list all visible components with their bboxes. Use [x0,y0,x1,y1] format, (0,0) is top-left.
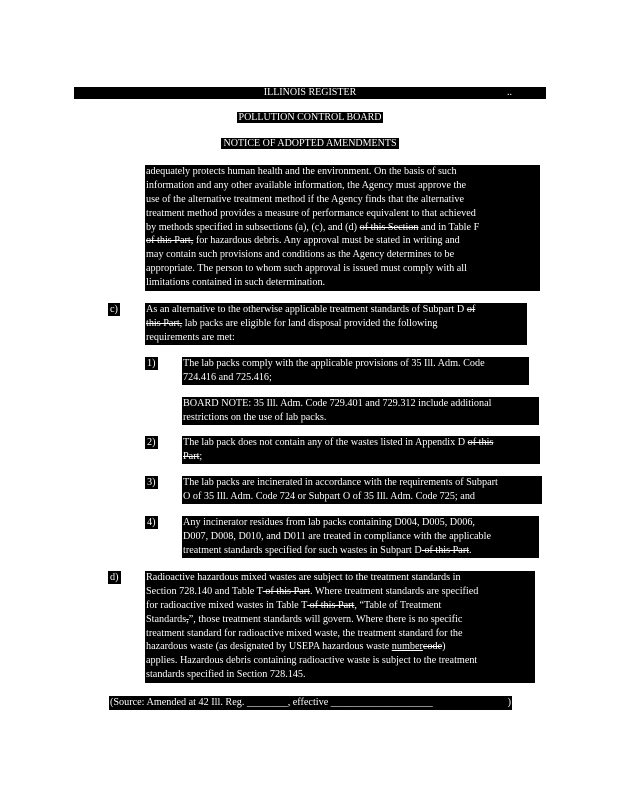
sub-2-text [182,436,540,464]
sub-3-text [182,476,542,504]
sub-3-marker: 3) [147,477,156,488]
blank-field: ________ [246,697,288,708]
board-header [74,112,546,124]
paragraph-line: Radioactive hazardous mixed wastes are subject to the treatment standards in [146,572,461,583]
paragraph-line: appropriate. The person to whom such approval is issued must comply with all [146,263,467,275]
paragraph-line: use of the alternative treatment method if the Agency finds that the alternative [146,193,464,205]
sub-1-text [182,357,529,385]
paragraph-line: standards specified in Section 728.145. [146,669,306,681]
paragraph-line: restrictions on the use of lab packs. [183,411,327,423]
paragraph-line: treatment method provides a measure of performance equivalent to that achieved [146,207,476,219]
struck-text: of [466,304,476,315]
struck-text: of this Part, [146,235,194,247]
paragraph-line: this Part, lab packs are eligible for land disposal provided the following [146,317,438,329]
item-c-text [145,303,527,345]
sub-4-text [182,516,539,558]
register-title: ILLINOIS REGISTER [263,87,357,98]
paragraph-line: hazardous waste (as designated by USEPA hazardous waste numbercode) [146,641,446,653]
item-c-marker: c) [110,304,118,315]
paragraph-line: The lab packs are incinerated in accordance with the requirements of Subpart [183,477,498,488]
struck-text: Part [183,450,200,462]
paragraph-line: by methods specified in subsections (a), (c), and (d) of this Section and in Table F [146,221,480,233]
page-mark: .. [507,87,512,98]
paragraph-line: may contain such provisions and conditions as the Agency determines to be [146,249,455,261]
struck-text: of this Part [421,544,470,556]
paragraph-line: The lab pack does not contain any of the wastes listed in Appendix D of this [183,437,494,448]
source-note: (Source: Amended at 42 Ill. Reg. ________, effective ____________________ ) [110,697,511,708]
struck-text: of this Part [262,585,310,597]
board-note [182,397,539,425]
paragraph-line: for radioactive mixed wastes in Table T of this Part, “Table of Treatment [146,599,442,611]
notice-header [74,138,546,150]
struck-text: , [186,613,189,625]
paragraph-line: BOARD NOTE: 35 Ill. Adm. Code 729.401 and 729.312 include additional [183,398,492,409]
paragraph-line: As an alternative to the otherwise applicable treatment standards of Subpart D of [146,304,476,315]
paragraph-line: adequately protects human health and the environment. On the basis of such [146,166,457,177]
paragraph-line: O of 35 Ill. Adm. Code 724 or Subpart O of 35 Ill. Adm. Code 725; and [183,490,476,502]
paragraph-line: Section 728.140 and Table T of this Part. Where treatment standards are specified [146,585,479,597]
paragraph-line: D007, D008, D010, and D011 are treated in compliance with the applicable [183,530,491,542]
register-header [74,87,546,99]
board-name: POLLUTION CONTROL BOARD [238,112,382,123]
inserted-text: number [391,641,423,653]
item-d-text [145,571,535,683]
sub-2-marker: 2) [147,437,156,448]
paragraph-continuation [145,165,540,291]
sub-4-marker: 4) [147,517,156,528]
blank-field: ____________________ [330,697,433,708]
struck-text: code [422,641,443,653]
item-d-marker: d) [110,572,119,583]
register-bar [74,87,546,99]
paragraph-line: Standards,”, those treatment standards will govern. Where there is no specific [146,613,463,625]
paragraph-line: applies. Hazardous debris containing radioactive waste is subject to the treatment [146,655,478,667]
paragraph-line: information and any other available information, the Agency must approve the [146,179,466,191]
paragraph-line: limitations contained in such determination. [146,277,326,289]
paragraph-line: requirements are met: [146,331,235,343]
paragraph-line: of this Part, for hazardous debris. Any approval must be stated in writing and [146,235,460,247]
paragraph-line: Any incinerator residues from lab packs containing D004, D005, D006, [183,517,475,528]
paragraph-line: treatment standard for radioactive mixed waste, the treatment standard for the [146,627,463,639]
paragraph-line: Part; [183,450,203,462]
paragraph-line: 724.416 and 725.416; [183,371,272,383]
paragraph-line: The lab packs comply with the applicable provisions of 35 Ill. Adm. Code [183,358,485,369]
struck-text: this Part, [146,317,183,329]
struck-text: of this Section [359,221,419,233]
sub-1-marker: 1) [147,358,156,369]
struck-text: of this [467,437,494,448]
notice-title: NOTICE OF ADOPTED AMENDMENTS [223,138,397,149]
paragraph-line: treatment standards specified for such wastes in Subpart D of this Part. [183,544,472,556]
struck-text: of this Part [307,599,355,611]
